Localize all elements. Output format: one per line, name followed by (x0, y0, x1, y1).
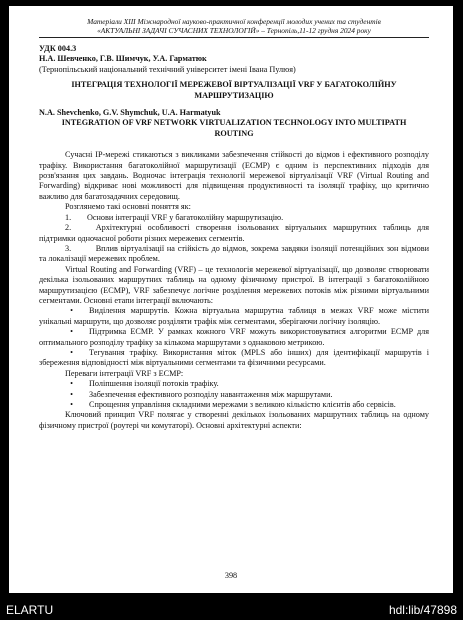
bullet-text: Поліпшення ізоляції потоків трафіку. (89, 379, 219, 389)
affiliation: (Тернопільський національний технічний університет імені Івана Пулюя) (39, 64, 296, 74)
list-number: 3. (65, 243, 72, 253)
paragraph-concepts: Розглянемо такі основні поняття як: (65, 202, 191, 212)
paragraph-vrf: Virtual Routing and Forwarding (VRF) – це технологія мережевої віртуалізації, що дозволяє створювати декілька ізольованих маршрутних таблиць на одному фізичному пристрої. В інтеграції з багатоколійною маршрутизацією (ECMP), VRF забезпечує логічне розділення мережевих потоків між різними віртуальними сегментами. Основні етапи інтеграції включають: (39, 264, 429, 305)
bullet-item (39, 390, 429, 400)
bullet-item (39, 348, 429, 369)
bullet-item (39, 306, 429, 327)
list-text: Основи інтеграції VRF у багатоколійну маршрутизацію. (87, 212, 284, 222)
list-item (39, 213, 429, 223)
repository-name: ELARTU (6, 603, 54, 617)
list-text: Архітектурні особливості створення ізольованих віртуальних маршрутних таблиць для підтримки одночасної роботи різних мережевих сегментів. (39, 223, 429, 243)
bullet-icon: • (70, 306, 73, 316)
header-line-1: Матеріали XIII Міжнародної науково-практичної конференції молодих учених та студентів (87, 17, 381, 26)
paragraph-advantages: Переваги інтеграції VRF з ECMP: (65, 368, 184, 378)
authors-en: N.A. Shevchenko, G.V. Shymchuk, U.A. Harmatyuk (39, 108, 221, 118)
bullet-icon: • (70, 389, 73, 399)
list-number: 2. (65, 223, 72, 233)
bullet-item (39, 379, 429, 389)
bullet-text: Виділення маршрутів. Кожна віртуальна маршрутна таблиця в межах VRF може містити унікальні маршрути, що дозволяє розділяти трафік між сегментами, зберігаючи логічну ізоляцію. (39, 306, 429, 326)
title-en: INTEGRATION OF VRF NETWORK VIRTUALIZATION TECHNOLOGY INTO MULTIPATH ROUTING (61, 118, 407, 138)
bullet-text: Спрощення управління складними мережами з великою кількістю клієнтів або сервісів. (89, 400, 396, 409)
handle-link[interactable]: hdl:lib/47898 (388, 603, 457, 617)
bullet-text: Тегування трафіку. Використання міток (MPLS або інших) для ідентифікації маршрутів і збереження відповідності між віртуальними сегментами та фізичними ресурсами. (39, 347, 429, 368)
header-rule (39, 37, 429, 38)
bullet-item (39, 400, 429, 410)
viewer-footer (0, 600, 463, 620)
udk-code: УДК 004.3 (39, 44, 77, 53)
list-text: Вплив віртуалізації на стійкість до відмов, зокрема завдяки ізоляції потенційних зон відмови та локалізації мережевих проблем. (39, 243, 429, 264)
bullet-icon: • (70, 347, 73, 357)
authors-ua: Н.А. Шевченко, Г.В. Шимчук, У.А. Гарматюк (39, 54, 207, 64)
list-number: 1. (65, 212, 72, 222)
document-page (9, 6, 453, 593)
header-line-2: «АКТУАЛЬНІ ЗАДАЧІ СУЧАСНИХ ТЕХНОЛОГІЙ» – Тернопіль,11-12 грудня 2024 року (97, 26, 371, 35)
bullet-text: Підтримка ECMP. У рамках кожного VRF можуть використовуватися алгоритми ECMP для оптимального розподілу трафіку за кількома маршрутами з однаковою метрикою. (39, 327, 429, 347)
paragraph-intro: Сучасні IP-мережі стикаються з викликами забезпечення стійкості до відмов і ефективного розподілу трафіку. Використання багатоколійної маршрутизації (ECMP) є одним із перспективних підходів для розв'язання цих завдань. Водночас інтеграція технології мережевої віртуалізації VRF (Virtual Routing and Forwarding) відкриває нові можливості для підвищення продуктивності та ізоляції трафіку, що критично важливо для багатозадачних середовищ. (39, 150, 429, 201)
bullet-icon: • (70, 327, 73, 337)
bullet-icon: • (70, 400, 73, 409)
page-number: 398 (224, 571, 238, 580)
list-item (39, 223, 429, 244)
list-item (39, 244, 429, 265)
bullet-text: Забезпечення ефективного розподілу навантаження між маршрутами. (89, 389, 333, 399)
conference-header (39, 17, 429, 35)
bullet-item (39, 327, 429, 348)
title-ua: ІНТЕГРАЦІЯ ТЕХНОЛОГІЇ МЕРЕЖЕВОЇ ВІРТУАЛІЗАЦІЇ VRF У БАГАТОКОЛІЙНУ МАРШРУТИЗАЦІЮ (71, 80, 397, 100)
paragraph-principle: Ключовий принцип VRF полягає у створенні декількох ізольованих маршрутних таблиць на одному фізичному пристрої (роутері чи комутаторі). Основні архітектурні аспекти: (39, 410, 429, 430)
bullet-icon: • (70, 379, 73, 389)
